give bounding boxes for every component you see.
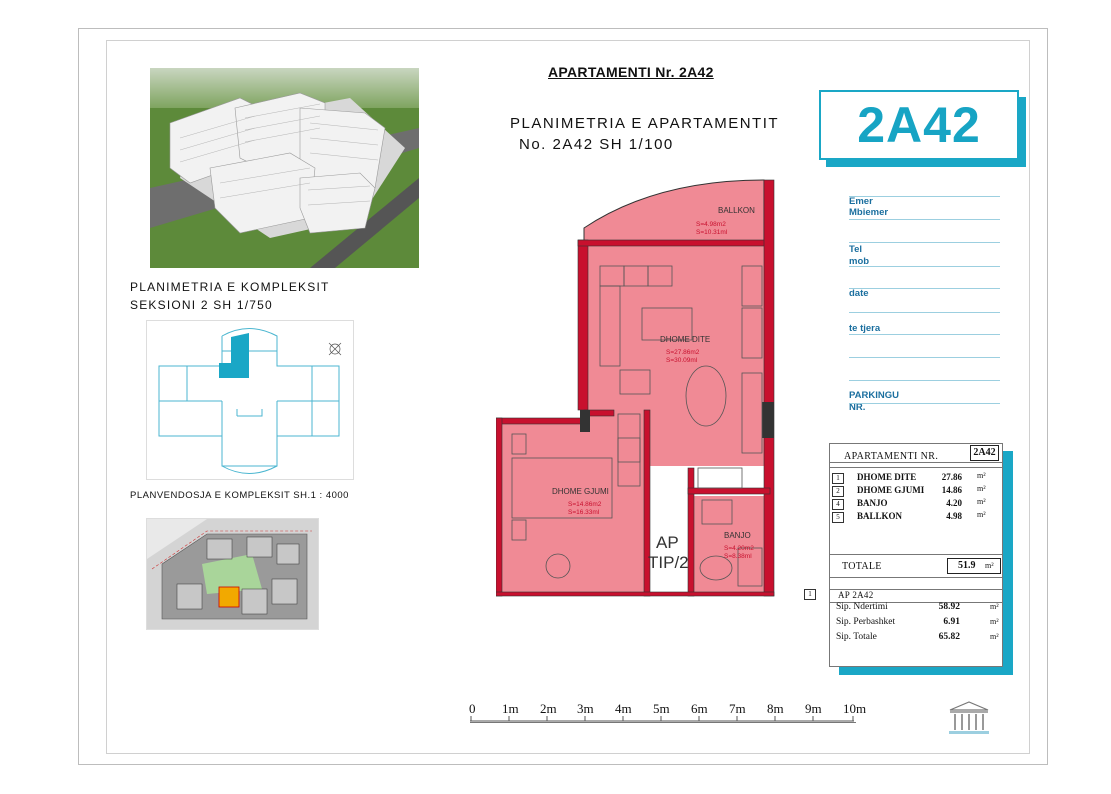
summary-unit: m² bbox=[990, 632, 999, 641]
section-key-plan bbox=[146, 320, 354, 480]
table-header: APARTAMENTI NR. bbox=[844, 451, 939, 462]
room-name: BALLKON bbox=[857, 511, 903, 521]
field-tel-label: Tel bbox=[849, 244, 863, 255]
table-rule bbox=[830, 554, 1002, 555]
room-unit: m² bbox=[977, 471, 986, 480]
total-unit: m² bbox=[985, 561, 994, 570]
company-logo-icon bbox=[946, 700, 992, 738]
form-rule bbox=[849, 288, 1000, 289]
scale-label: 10m bbox=[843, 701, 867, 716]
total-box bbox=[947, 558, 1001, 574]
balcony-area: S=4.98m2 bbox=[696, 221, 726, 228]
total-label: TOTALE bbox=[842, 561, 882, 572]
summary-value: 65.82 bbox=[938, 632, 960, 642]
apartment-code-badge bbox=[819, 90, 1019, 160]
scale-label: 5m bbox=[653, 701, 670, 716]
scale-label: 7m bbox=[729, 701, 746, 716]
complex-plan-caption-2: SEKSIONI 2 SH 1/750 bbox=[130, 298, 273, 312]
field-mob-label: mob bbox=[849, 256, 870, 267]
site-plan bbox=[146, 518, 319, 630]
type-label-2: TIP/2 bbox=[648, 553, 689, 572]
room-name: DHOME GJUMI bbox=[857, 485, 925, 495]
scale-label: 3m bbox=[577, 701, 594, 716]
summary-row bbox=[836, 617, 1002, 630]
badge-code: 2A42 bbox=[857, 97, 981, 153]
table-apartment-code: 2A42 bbox=[970, 445, 999, 461]
scale-bar bbox=[470, 714, 856, 723]
room-unit: m² bbox=[977, 497, 986, 506]
form-rule bbox=[849, 380, 1000, 381]
row-number: 5 bbox=[832, 512, 844, 523]
complex-plan-caption-1: PLANIMETRIA E KOMPLEKSIT bbox=[130, 280, 330, 294]
plan-title-line2: No. 2A42 SH 1/100 bbox=[519, 136, 674, 153]
plan-title bbox=[510, 113, 779, 155]
form-rule bbox=[849, 357, 1000, 358]
room-unit: m² bbox=[977, 510, 986, 519]
bedroom-perimeter: S=16.33ml bbox=[568, 509, 600, 516]
summary-row bbox=[836, 632, 1002, 645]
living-perimeter: S=30.09ml bbox=[666, 357, 698, 364]
row-number: 2 bbox=[832, 486, 844, 497]
scale-label: 4m bbox=[615, 701, 632, 716]
plan-title-line1: PLANIMETRIA E APARTAMENTIT bbox=[510, 115, 780, 132]
field-other-label: te tjera bbox=[849, 323, 881, 334]
balcony-name: BALLKON bbox=[718, 206, 755, 215]
bedroom-name: DHOME GJUMI bbox=[552, 487, 609, 496]
site-plan-caption: PLANVENDOSJA E KOMPLEKSIT SH.1 : 4000 bbox=[130, 490, 349, 501]
field-date-label: date bbox=[849, 288, 869, 299]
form-rule bbox=[849, 403, 1000, 404]
scale-label: 8m bbox=[767, 701, 784, 716]
summary-unit: m² bbox=[990, 602, 999, 611]
summary-row bbox=[836, 602, 1002, 615]
table-rule bbox=[830, 577, 1002, 578]
area-table bbox=[829, 443, 1003, 667]
summary-value: 6.91 bbox=[943, 617, 960, 627]
room-area: 27.86 bbox=[941, 472, 962, 482]
summary-value: 58.92 bbox=[938, 602, 960, 612]
scale-label: 0 bbox=[469, 701, 476, 716]
form-rule bbox=[849, 334, 1000, 335]
form-rule bbox=[849, 312, 1000, 313]
type-label-1: AP bbox=[656, 533, 679, 552]
apartment-title: APARTAMENTI Nr. 2A42 bbox=[548, 64, 714, 80]
complex-3d-render bbox=[150, 68, 419, 268]
form-rule bbox=[849, 266, 1000, 267]
bedroom-area: S=14.86m2 bbox=[568, 501, 602, 508]
room-name: DHOME DITE bbox=[857, 472, 917, 482]
summary-name: Sip. Ndertimi bbox=[836, 602, 888, 612]
balcony-perimeter: S=10.31ml bbox=[696, 229, 728, 236]
living-name: DHOME DITE bbox=[660, 335, 711, 344]
total-value: 51.9 bbox=[958, 560, 976, 571]
room-unit: m² bbox=[977, 484, 986, 493]
bath-perimeter: S=8.38ml bbox=[724, 553, 752, 560]
scale-label: 2m bbox=[540, 701, 557, 716]
table-rule bbox=[830, 467, 1002, 468]
scale-label: 1m bbox=[502, 701, 519, 716]
table-row bbox=[830, 511, 1002, 523]
summary-unit: m² bbox=[990, 617, 999, 626]
summary-header: AP 2A42 bbox=[838, 590, 874, 600]
summary-name: Sip. Totale bbox=[836, 632, 877, 642]
living-area: S=27.86m2 bbox=[666, 349, 700, 356]
row-number: 1 bbox=[832, 473, 844, 484]
table-row bbox=[830, 498, 1002, 510]
field-name-label: Emer bbox=[849, 196, 873, 207]
table-row bbox=[830, 472, 1002, 484]
summary-name: Sip. Perbashket bbox=[836, 617, 896, 627]
field-parking-label: PARKINGU bbox=[849, 390, 899, 401]
apartment-floor-plan bbox=[496, 178, 781, 600]
scale-label: 6m bbox=[691, 701, 708, 716]
bath-name: BANJO bbox=[724, 531, 751, 540]
table-row bbox=[830, 485, 1002, 497]
table-rule bbox=[830, 462, 1002, 463]
bath-area: S=4.20m2 bbox=[724, 545, 754, 552]
room-area: 4.98 bbox=[946, 511, 962, 521]
summary-number: 1 bbox=[804, 589, 816, 600]
room-area: 14.86 bbox=[941, 485, 962, 495]
field-parking-number-label: NR. bbox=[849, 402, 866, 413]
form-rule bbox=[849, 219, 1000, 220]
field-surname-label: Mbiemer bbox=[849, 207, 889, 218]
scale-label: 9m bbox=[805, 701, 822, 716]
room-area: 4.20 bbox=[946, 498, 962, 508]
row-number: 4 bbox=[832, 499, 844, 510]
form-rule bbox=[849, 242, 1000, 243]
room-name: BANJO bbox=[857, 498, 888, 508]
